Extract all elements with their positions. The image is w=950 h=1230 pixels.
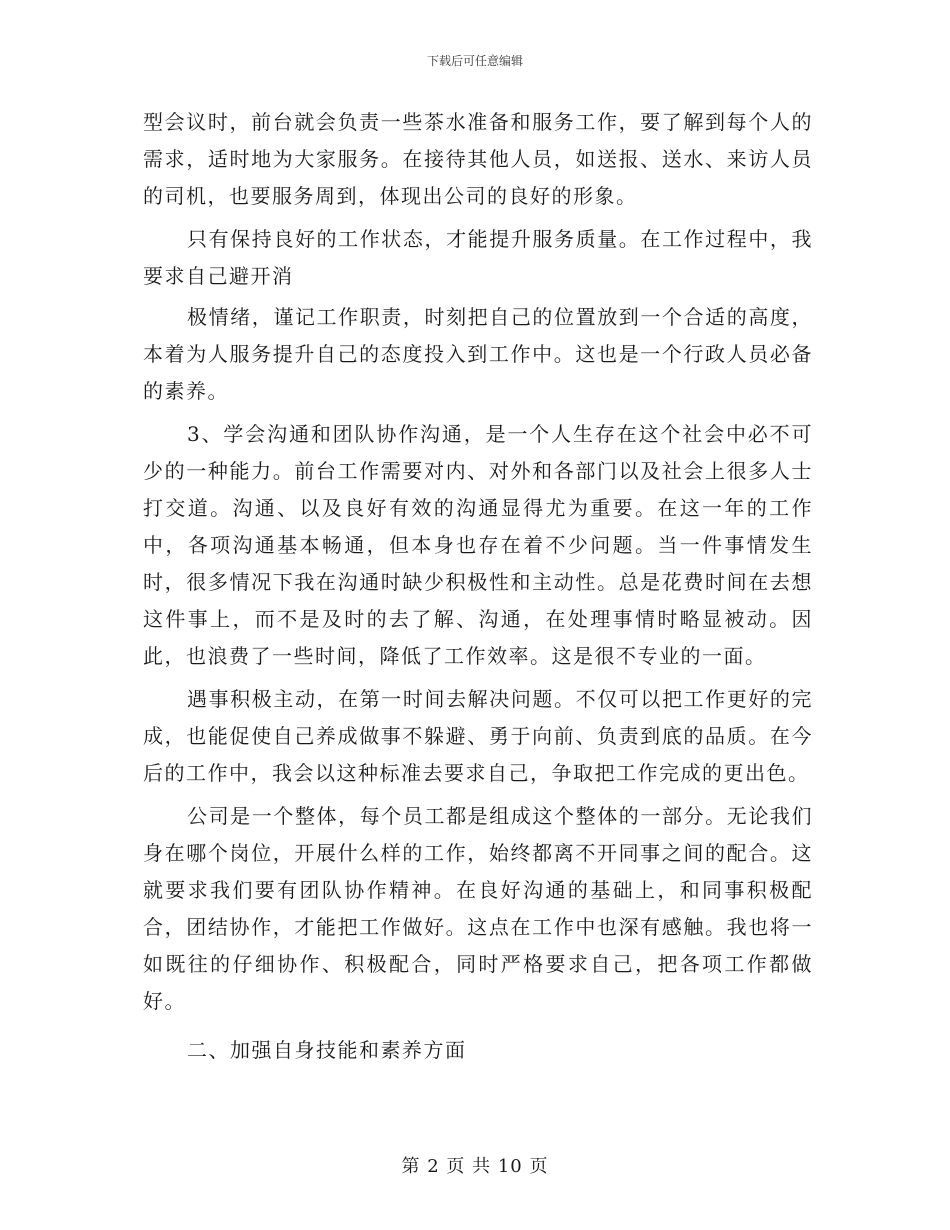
paragraph: 只有保持良好的工作状态，才能提升服务质量。在工作过程中，我要求自己避开消 [143, 227, 813, 288]
page-header: 下载后可任意编辑 [426, 54, 523, 68]
paragraph: 遇事积极主动，在第一时间去解决问题。不仅可以把工作更好的完成，也能促使自己养成做事不躲避、勇于向前、负责到底的品质。在今后的工作中，我会以这种标准去要求自己，争取把工作完成的更出色。 [143, 687, 813, 785]
paragraph-continuation: 型会议时，前台就会负责一些茶水准备和服务工作，要了解到每个人的需求，适时地为大家服务。在接待其他人员，如送报、送水、来访人员的司机，也要服务周到，体现出公司的良好的形象。 [143, 110, 813, 208]
section-heading: 二、加强自身技能和素养方面 [187, 1038, 467, 1062]
document-body [143, 104, 813, 1069]
paragraph: 公司是一个整体，每个员工都是组成这个整体的一部分。无论我们身在哪个岗位，开展什么样的工作，始终都离不开同事之间的配合。这就要求我们要有团队协作精神。在良好沟通的基础上，和同事积极配合，团结协作，才能把工作做好。这点在工作中也深有感触。我也将一如既往的仔细协作、积极配合，同时严格要求自己，把各项工作都做好。 [143, 804, 813, 1013]
paragraph: 极情绪，谨记工作职责，时刻把自己的位置放到一个合适的高度，本着为人服务提升自己的态度投入到工作中。这也是一个行政人员必备的素养。 [143, 305, 813, 403]
paragraph: 3、学会沟通和团队协作沟通，是一个人生存在这个社会中必不可少的一种能力。前台工作需要对内、对外和各部门以及社会上很多人士打交道。沟通、以及良好有效的沟通显得尤为重要。在这一年的工作中，各项沟通基本畅通，但本身也存在着不少问题。当一件事情发生时，很多情况下我在沟通时缺少积极性和主动性。总是花费时间在去想这件事上，而不是及时的去了解、沟通，在处理事情时略显被动。因此，也浪费了一些时间，降低了工作效率。这是很不专业的一面。 [143, 422, 813, 668]
page-footer: 第 2 页 共 10 页 [401, 1156, 549, 1177]
